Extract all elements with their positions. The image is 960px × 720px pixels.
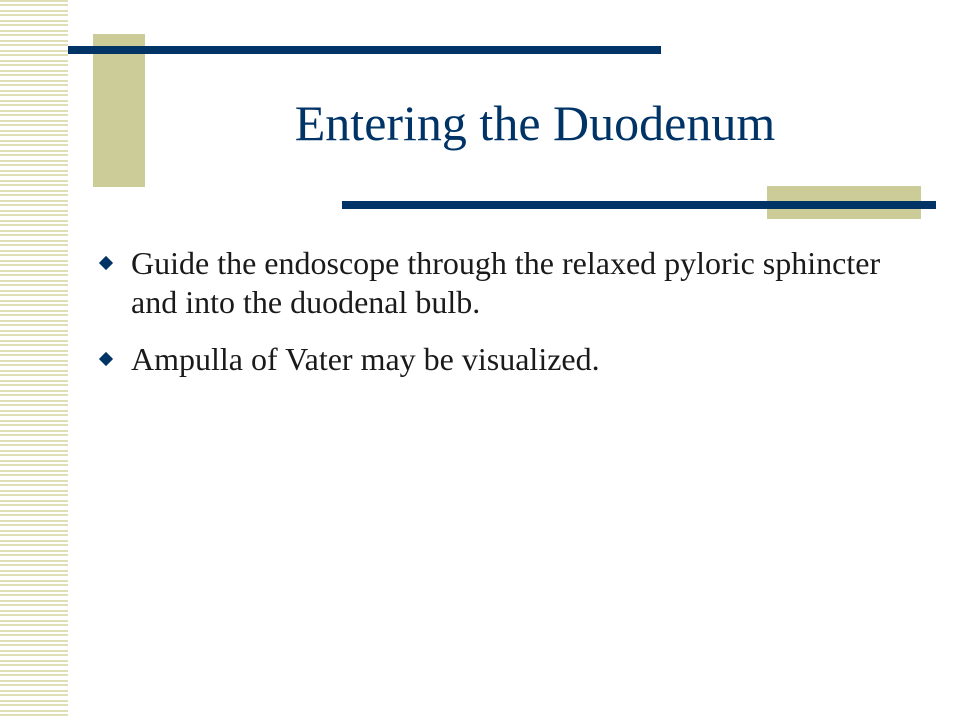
bullet-text: Guide the endoscope through the relaxed pyloric sphincter and into the duodenal bulb. (131, 245, 881, 320)
diamond-bullet-icon (99, 256, 113, 270)
decorative-stripe-bar (0, 0, 68, 720)
bullet-list (100, 244, 910, 397)
title-rule-bottom (342, 201, 936, 209)
diamond-bullet-icon (99, 352, 113, 366)
title-rule-top (68, 46, 661, 54)
slide-title: Entering the Duodenum (294, 95, 776, 151)
decorative-accent-block-top (93, 34, 145, 187)
bullet-text: Ampulla of Vater may be visualized. (131, 341, 600, 377)
bullet-item (100, 244, 910, 322)
bullet-item (100, 340, 910, 379)
